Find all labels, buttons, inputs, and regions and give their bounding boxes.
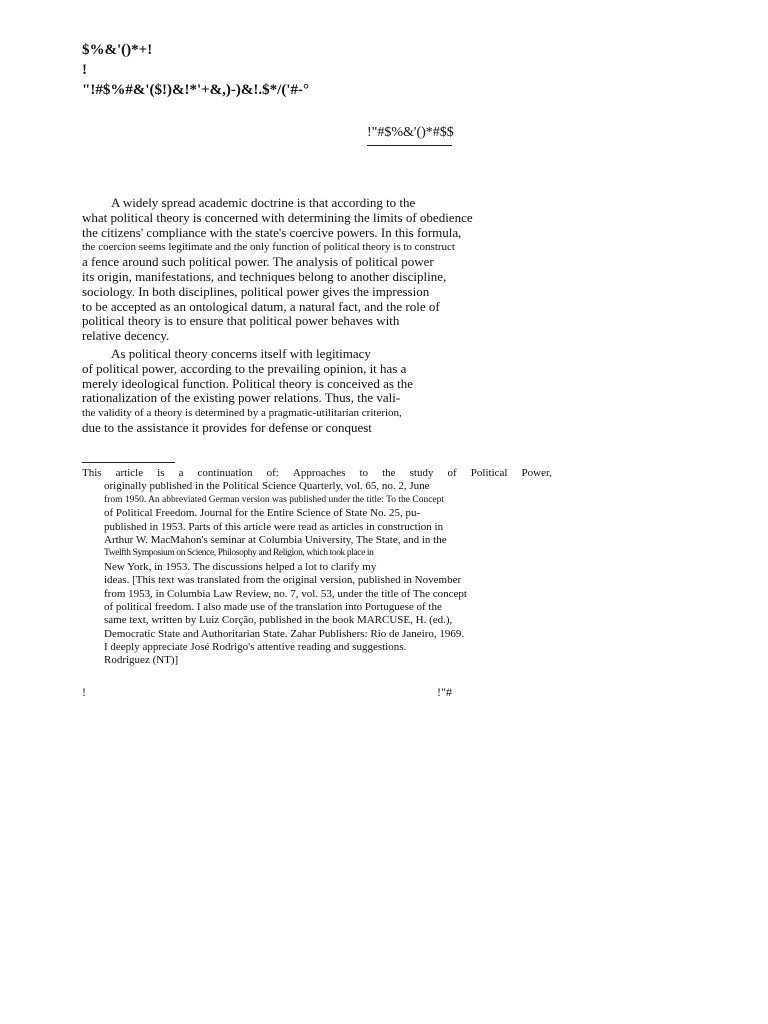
- body-line: the coercion seems legitimate and the only function of political theory is to construct: [82, 241, 455, 254]
- author-subtitle: !"#$%&'()*#$$: [367, 125, 454, 140]
- footnote-word: continuation: [197, 467, 253, 479]
- body-line: political theory is to ensure that political power behaves with: [82, 313, 400, 329]
- footnote-line: originally published in the Political Science Quarterly, vol. 65, no. 2, June: [104, 480, 430, 493]
- body-text: [82, 196, 482, 436]
- body-line: sociology. In both disciplines, political power gives the impression: [82, 283, 430, 299]
- footnote-word: article: [115, 467, 144, 479]
- body-line: As political theory concerns itself with legitimacy: [111, 345, 371, 361]
- body-line: the citizens' compliance with the state's coercive powers. In this formula,: [82, 224, 462, 240]
- footnote-line: same text, written by Luiz Corção, published in the book MARCUSE, H. (ed.),: [104, 614, 453, 627]
- body-line: of political power, according to the prevailing opinion, it has a: [82, 360, 407, 376]
- title-block: [82, 40, 309, 100]
- footnote-word: of:: [266, 467, 279, 479]
- body-line: A widely spread academic doctrine is that according to the: [111, 195, 416, 210]
- footnote-word: Power,: [521, 467, 552, 479]
- body-line: to be accepted as an ontological datum, a natural fact, and the role of: [82, 298, 440, 314]
- footnote-word: to: [359, 467, 369, 479]
- title-line-3: "!#$%#&'($!)&!*'+&,)-)&!.$*/('#-°: [82, 82, 309, 98]
- subtitle-underline: [367, 145, 452, 146]
- footnote-line: of Political Freedom. Journal for the Entire Science of State No. 25, pu-: [104, 507, 421, 520]
- footnote-line: of political freedom. I also made use of the translation into Portuguese of the: [104, 600, 442, 613]
- footnote-separator: [82, 462, 175, 463]
- title-line-2: !: [82, 62, 87, 78]
- body-line: merely ideological function. Political theory is conceived as the: [82, 375, 414, 391]
- footnote-first-line: [82, 467, 552, 480]
- footnote-line: Twelfth Symposium on Science, Philosophy and Religion, which took place in: [104, 548, 374, 559]
- footnote-word: the: [382, 467, 396, 479]
- footnote-word: a: [178, 467, 184, 479]
- footnote-line: ideas. [This text was translated from the original version, published in November: [104, 574, 462, 587]
- body-line: due to the assistance it provides for defense or conquest: [82, 419, 372, 435]
- body-line: the validity of a theory is determined by a pragmatic-utilitarian criterion,: [82, 407, 402, 420]
- body-line: rationalization of the existing power relations. Thus, the vali-: [82, 390, 401, 406]
- footnote-line: Rodriguez (NT)]: [104, 654, 179, 667]
- footnote-line: Arthur W. MacMahon's seminar at Columbia University, The State, and in the: [104, 533, 447, 546]
- footnote-line: from 1953, in Columbia Law Review, no. 7, vol. 53, under the title of The concept: [104, 587, 467, 600]
- footnote-line: published in 1953. Parts of this article were read as articles in construction in: [104, 520, 444, 533]
- footnote: [82, 467, 552, 668]
- title-line-1: $%&'()*+!: [82, 42, 153, 58]
- footnote-line: Democratic State and Authoritarian State. Zahar Publishers: Rio de Janeiro, 1969.: [104, 627, 465, 640]
- footnote-word: Political: [470, 467, 508, 479]
- footnote-word: Approaches: [292, 467, 346, 479]
- body-line: relative decency.: [82, 328, 170, 344]
- body-line: what political theory is concerned with determining the limits of obedience: [82, 209, 473, 225]
- page-footer-left: !: [82, 685, 86, 699]
- footnote-line: I deeply appreciate José Rodrigo's attentive reading and suggestions.: [104, 641, 407, 654]
- footnote-line: New York, in 1953. The discussions helped a lot to clarify my: [104, 560, 377, 573]
- footnote-word: is: [157, 467, 165, 479]
- footnote-word: of: [447, 467, 457, 479]
- body-line: its origin, manifestations, and techniques belong to another discipline,: [82, 268, 447, 284]
- footnote-word: study: [409, 467, 434, 479]
- page-footer-right: !"#: [437, 685, 452, 699]
- footnote-word: This: [82, 467, 102, 479]
- footnote-line: from 1950. An abbreviated German version was published under the title: To the Concept: [104, 494, 445, 505]
- body-line: a fence around such political power. The analysis of political power: [82, 254, 434, 270]
